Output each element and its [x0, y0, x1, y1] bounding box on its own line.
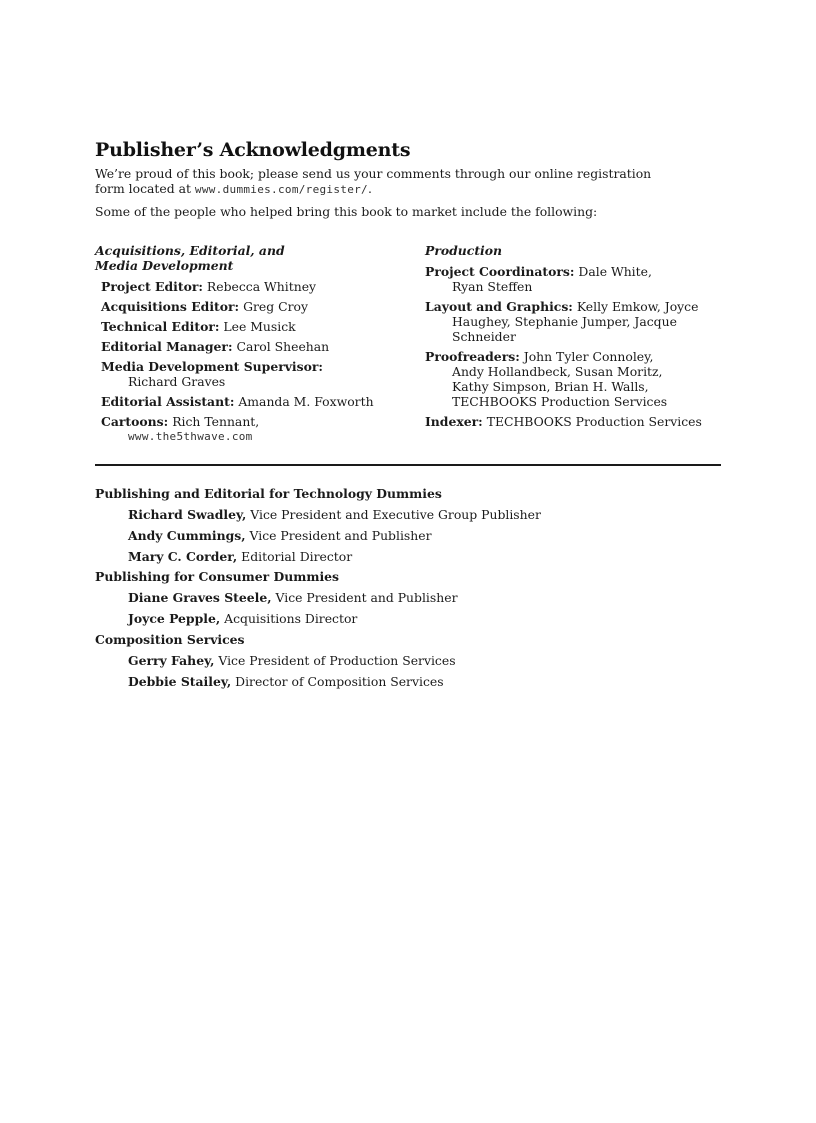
- credit-indexer: [425, 414, 725, 429]
- group-title-consumer: Publishing for Consumer Dummies: [95, 569, 340, 585]
- page-title: Publisher’s Acknowledgments: [95, 139, 411, 161]
- intro-line2-prefix: form located at: [95, 181, 195, 196]
- acknowledgments-page: [95, 137, 721, 443]
- section-divider: [95, 464, 721, 466]
- acquisitions-column: [95, 243, 415, 449]
- credit-editorial-assistant: [95, 394, 415, 409]
- credit-layout-graphics: [425, 299, 725, 344]
- credit-media-supervisor: [95, 359, 415, 389]
- credit-name: Carol Sheehan: [236, 339, 330, 354]
- acquisitions-heading: [95, 243, 415, 273]
- person-name: Andy Cummings,: [128, 527, 246, 543]
- credits-columns: [95, 243, 721, 443]
- person-diane-graves-steele: [95, 590, 721, 605]
- credit-technical-editor: [95, 319, 415, 334]
- person-joyce-pepple: [95, 611, 721, 626]
- credit-role: Cartoons:: [101, 414, 169, 429]
- group-title-composition: Composition Services: [95, 631, 245, 647]
- intro-line2-suffix: .: [367, 181, 372, 196]
- credit-role: Indexer:: [425, 414, 483, 429]
- person-role: Editorial Director: [241, 548, 353, 564]
- credit-role: Proofreaders:: [425, 349, 520, 364]
- credit-project-editor: [95, 279, 415, 294]
- credit-name: Schneider: [452, 329, 516, 344]
- person-role: Acquisitions Director: [224, 611, 358, 627]
- credit-name: Lee Musick: [223, 319, 296, 334]
- person-role: Vice President and Publisher: [275, 590, 458, 606]
- credit-name: Haughey, Stephanie Jumper, Jacque: [452, 314, 677, 329]
- person-andy-cummings: [95, 528, 721, 543]
- credit-name: Dale White,: [578, 264, 652, 279]
- credit-name: Kathy Simpson, Brian H. Walls,: [452, 379, 649, 394]
- credit-role: Editorial Assistant:: [101, 394, 235, 409]
- production-heading: Production: [425, 243, 503, 258]
- intro-line1: We’re proud of this book; please send us your comments through our online registration: [95, 166, 652, 181]
- credit-name: John Tyler Connoley,: [523, 349, 654, 364]
- cartoons-url: www.the5thwave.com: [128, 430, 253, 443]
- credit-name: Ryan Steffen: [452, 279, 533, 294]
- credit-name: Greg Croy: [243, 299, 308, 314]
- person-role: Vice President and Publisher: [249, 527, 432, 543]
- credit-name: Andy Hollandbeck, Susan Moritz,: [452, 364, 663, 379]
- group-title-technology: Publishing and Editorial for Technology Dummies: [95, 486, 442, 501]
- credit-proofreaders: [425, 349, 725, 409]
- acquisitions-heading-line2: Media Development: [95, 258, 234, 273]
- person-mary-corder: [95, 549, 721, 564]
- register-url: www.dummies.com/register/: [194, 183, 368, 196]
- management-section: [95, 486, 721, 695]
- credit-role: Layout and Graphics:: [425, 299, 573, 314]
- person-name: Gerry Fahey,: [128, 652, 215, 668]
- credit-role: Media Development Supervisor:: [101, 359, 323, 374]
- person-role: Vice President and Executive Group Publisher: [250, 507, 541, 522]
- credit-name: Rich Tennant,: [172, 414, 260, 429]
- credit-cartoons: [95, 414, 415, 444]
- credit-role: Acquisitions Editor:: [101, 299, 240, 314]
- intro-paragraph: [95, 166, 721, 197]
- person-name: Debbie Stailey,: [128, 673, 232, 689]
- credit-name: Kelly Emkow, Joyce: [576, 299, 699, 314]
- credit-name: Rebecca Whitney: [206, 279, 317, 294]
- person-gerry-fahey: [95, 653, 721, 668]
- credit-name: TECHBOOKS Production Services: [452, 394, 668, 409]
- credit-role: Editorial Manager:: [101, 339, 233, 354]
- person-debbie-stailey: [95, 674, 721, 689]
- credit-name: TECHBOOKS Production Services: [486, 414, 702, 429]
- person-name: Joyce Pepple,: [128, 611, 221, 627]
- credit-name: Richard Graves: [128, 374, 226, 389]
- person-name: Mary C. Corder,: [128, 548, 238, 564]
- credit-role: Project Editor:: [101, 279, 203, 294]
- credit-role: Project Coordinators:: [425, 264, 575, 279]
- intro-line3: Some of the people who helped bring this book to market include the following:: [95, 204, 598, 219]
- person-role: Director of Composition Services: [235, 673, 444, 689]
- person-name: Richard Swadley,: [128, 507, 247, 522]
- acquisitions-heading-line1: Acquisitions, Editorial, and: [95, 243, 285, 258]
- credit-project-coordinators: [425, 264, 725, 294]
- credit-role: Technical Editor:: [101, 319, 220, 334]
- credit-acquisitions-editor: [95, 299, 415, 314]
- person-name: Diane Graves Steele,: [128, 590, 272, 606]
- credit-editorial-manager: [95, 339, 415, 354]
- person-richard-swadley: [95, 507, 721, 522]
- production-column: [425, 243, 725, 434]
- credit-name: Amanda M. Foxworth: [238, 394, 374, 409]
- person-role: Vice President of Production Services: [218, 652, 456, 668]
